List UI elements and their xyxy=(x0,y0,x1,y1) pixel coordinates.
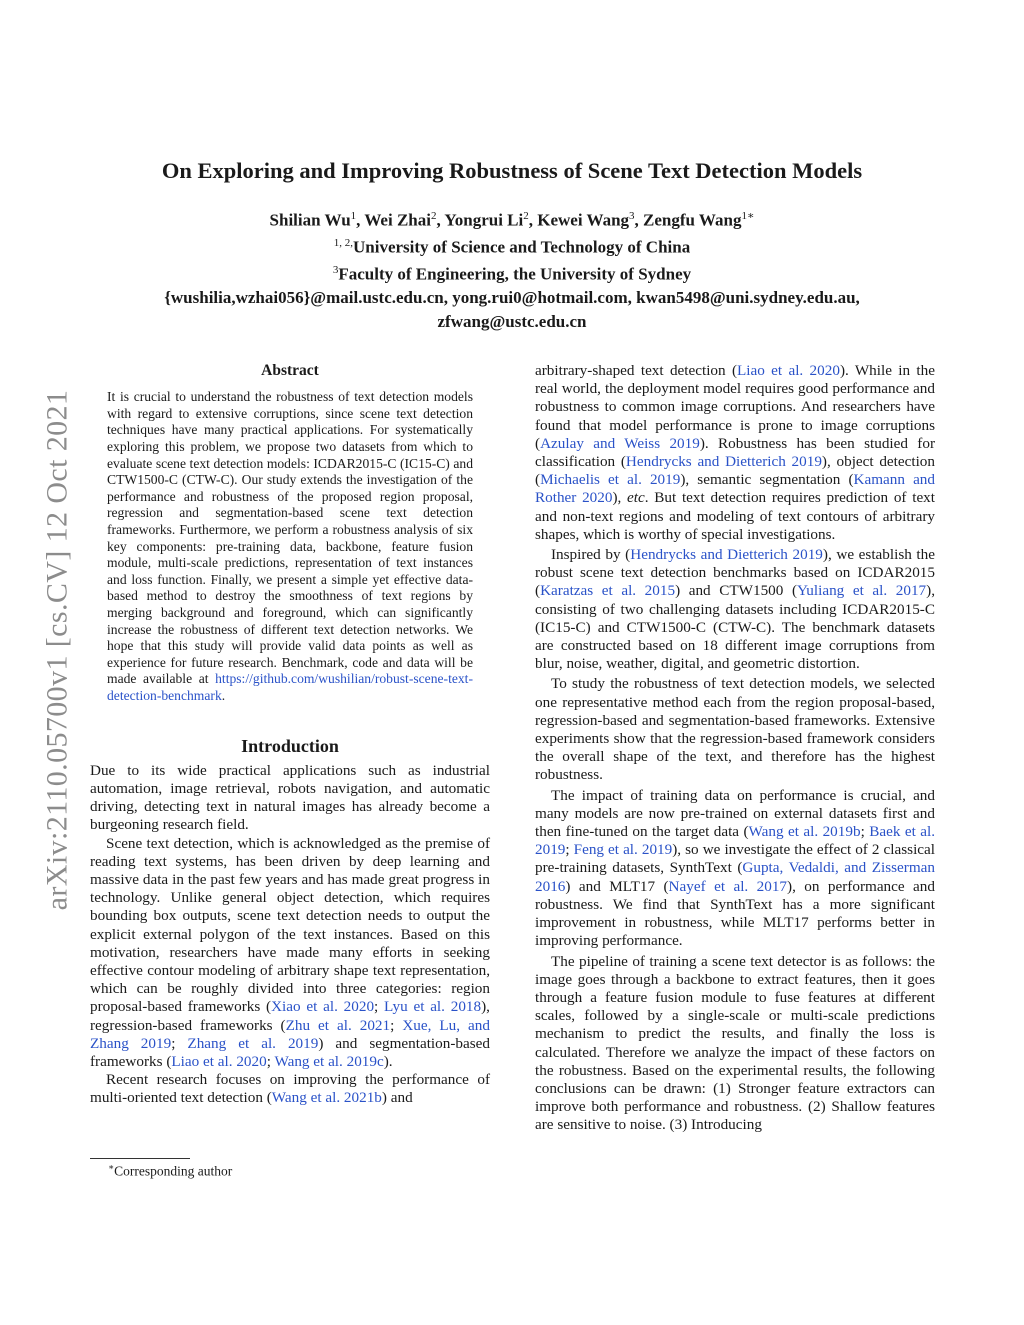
affiliation-mark: 3 xyxy=(332,264,339,277)
author-name: Kewei Wang xyxy=(537,210,630,230)
footnote xyxy=(108,1162,232,1180)
affiliation-line xyxy=(0,259,1024,286)
left-column xyxy=(90,362,490,1108)
citation-link[interactable]: Michaelis et al. 2019 xyxy=(540,471,681,489)
author-affiliation-mark: 2 xyxy=(430,210,437,222)
paragraph: The impact of training data on performance is crucial, and many models are now pre-trained on external datasets first and then fine-tuned on the target data (Wang et al. 2019b; Baek et al. 2019; Feng et al. 2019), so we investigate the effect of 2 classical pre-training datasets, SynthText (Gupta, Vedaldi, and Zisserman 2016) and MLT17 (Nayef et al. 2017), on performance and robustness. We find that SynthText has a more significant improvement in robustness, while MLT17 performs better in improving performance. xyxy=(535,786,935,950)
paragraph: To study the robustness of text detection models, we selected one representative method each from the region proposal-based, regression-based and segmentation-based frameworks. Extensive experiments show that the regression-based framework considers the overall shape of the text, and therefore has the highest robustness. xyxy=(535,675,935,784)
affiliation-name: University of Science and Technology of China xyxy=(353,237,691,257)
author-affiliation-mark: 1∗ xyxy=(741,210,755,222)
paper-title: On Exploring and Improving Robustness of Scene Text Detection Models xyxy=(161,158,863,183)
author-name: Yongrui Li xyxy=(444,210,524,230)
citation-link[interactable]: Zhu et al. 2021 xyxy=(285,1016,391,1034)
citation-link[interactable]: Liao et al. 2020 xyxy=(737,362,840,379)
author-affiliation-mark: 3 xyxy=(629,210,635,222)
author-name: Wei Zhai xyxy=(364,210,431,230)
introduction-body xyxy=(90,762,490,1108)
benchmark-link[interactable]: https://github.com/wushilian/robust-scene-text-detection-benchmark xyxy=(107,671,473,703)
citation-link[interactable]: Xue, Lu, and Zhang 2019 xyxy=(90,1016,490,1052)
abstract-heading: Abstract xyxy=(261,362,319,379)
email-line: {wushilia,wzhai056}@mail.ustc.edu.cn, yong.rui0@hotmail.com, kwan5498@uni.sydney.edu.au, xyxy=(164,288,860,308)
paragraph: Inspired by (Hendrycks and Dietterich 2019), we establish the robust scene text detection benchmarks based on ICDAR2015 (Karatzas et al. 2015) and CTW1500 (Yuliang et al. 2017), consisting of two challenging datasets including ICDAR2015-C (IC15-C) and CTW1500-C (CTW-C). The benchmark datasets are constructed based on 18 different image corruptions from blur, noise, weather, digital, and geometric distortion. xyxy=(535,546,935,673)
author-block xyxy=(0,205,1024,333)
paragraph: The pipeline of training a scene text detector is as follows: the image goes through a backbone to extract features, then it goes through a feature fusion module to fuse features at different scales, followed by a single-scale or multi-scale predictions mechanism to predict the results, and finally the loss is calculated. Therefore we analyze the impact of these factors on the robustness. Based on the experimental results, the following conclusions can be drawn: (1) Stronger feature extractors can improve both performance and robustness. (2) Shallow features are sensitive to noise. (3) Introducing xyxy=(535,952,935,1134)
citation-link[interactable]: Karatzas et al. 2015 xyxy=(540,582,676,600)
paragraph: Scene text detection, which is acknowledged as the premise of reading text systems, has been driven by deep learning and massive data in the past few years and has made great progress in technology. Unlike general object detection, which requires bounding box outputs, scene text detection needs to output the explicit external polygon of the text instances. Based on this motivation, researchers have made many efforts in seeking effective contour modeling of arbitrary shape text representation, which can be roughly divided into three categories: region proposal-based frameworks (Xiao et al. 2020; Lyu et al. 2018), regression-based frameworks (Zhu et al. 2021; Xue, Lu, and Zhang 2019; Zhang et al. 2019) and segmentation-based frameworks (Liao et al. 2020; Wang et al. 2019c). xyxy=(90,834,490,1070)
author-name: Shilian Wu xyxy=(269,210,351,230)
author-line: Shilian Wu$^1$, Wei Zhai$^2$, Yongrui Li$^2$, Kewei Wang$^3$, Zengfu Wang$^{1∗}$ xyxy=(269,210,755,230)
author-name: Zengfu Wang xyxy=(643,210,742,230)
footnote-mark: ∗ xyxy=(108,1162,115,1172)
citation-link[interactable]: Wang et al. 2021b xyxy=(271,1089,382,1107)
citation-link[interactable]: Azulay and Weiss 2019 xyxy=(540,434,700,452)
affiliation-mark: 1, 2, xyxy=(333,237,354,250)
footnote-divider xyxy=(90,1158,190,1159)
citation-link[interactable]: Wang et al. 2019c xyxy=(274,1052,384,1070)
paragraph: arbitrary-shaped text detection (Liao et al. 2020). While in the real world, the deployment model requires good performance and robustness to common image corruptions. And researchers have found that model performance is prone to image corruptions (Azulay and Weiss 2019). Robustness has been studied for classification (Hendrycks and Dietterich 2019), object detection (Michaelis et al. 2019), semantic segmentation (Kamann and Rother 2020), etc. But text detection requires prediction of text and non-text regions and modeling of text contours of arbitrary shapes, which is worthy of special investigations. xyxy=(535,362,935,543)
paragraph: Recent research focuses on improving the performance of multi-oriented text detection (Wang et al. 2021b) and xyxy=(90,1071,490,1107)
paragraph: Due to its wide practical applications such as industrial automation, image retrieval, robots navigation, and automatic driving, detecting text in natural images has already become a burgeoning research field. xyxy=(90,761,490,834)
citation-link[interactable]: Gupta, Vedaldi, and Zisserman 2016 xyxy=(535,859,935,895)
citation-link[interactable]: Xiao et al. 2020 xyxy=(271,998,375,1016)
citation-link[interactable]: Baek et al. 2019 xyxy=(535,823,935,859)
abstract-body: It is crucial to understand the robustness of text detection models with regard to extensive corruptions, since scene text detection techniques have many practical applications. For systematically exploring this problem, we propose two datasets from which to evaluate scene text detection models: ICDAR2015-C (IC15-C) and CTW1500-C (CTW-C). Our study extends the investigation of the performance and robustness of the proposed region proposal, regression and segmentation-based scene text detection frameworks. Furthermore, we perform a robustness analysis of six key components: pre-training data, backbone, feature fusion module, multi-scale predictions, representation of text instances and loss function. Finally, we present a simple yet effective data-based method to destroy the smoothness of text regions by merging background and foreground, which can significantly increase the robustness of different text detection networks. We hope that this study will provide valid data points as well as experience for future research. Benchmark, code and data will be made available at https://github.com/wushilian/robust-scene-text-detection-benchmark. xyxy=(107,389,473,703)
author-affiliation-mark: 1 xyxy=(350,210,357,222)
citation-link[interactable]: Nayef et al. 2017 xyxy=(668,877,788,895)
affiliation-name: Faculty of Engineering, the University of Sydney xyxy=(338,264,692,284)
footnote-text: Corresponding author xyxy=(114,1163,233,1179)
citation-link[interactable]: Wang et al. 2019b xyxy=(748,823,861,841)
citation-link[interactable]: Hendrycks and Dietterich 2019 xyxy=(630,546,823,564)
abstract-text: It is crucial to understand the robustness of text detection models with regard to extensive corruptions, since scene text detection techniques have many practical applications. For systematically exploring this problem, we propose two datasets from which to evaluate scene text detection models: ICDAR2015-C (IC15-C) and CTW1500-C (CTW-C). Our study extends the investigation of the performance and robustness of the proposed region proposal, regression and segmentation-based scene text detection frameworks. Furthermore, we perform a robustness analysis of six key components: pre-training data, backbone, feature fusion module, multi-scale predictions, representation of text instances and loss function. Finally, we present a simple yet effective data-based method to destroy the smoothness of text regions by merging background and foreground, which can significantly increase the robustness of different text detection networks. We hope that this study will provide valid data points as well as experience for future research. Benchmark, code and data will be made available at xyxy=(107,389,473,687)
author-affiliation-mark: 2 xyxy=(523,210,529,222)
citation-link[interactable]: Lyu et al. 2018 xyxy=(384,998,482,1016)
introduction-heading: Introduction xyxy=(241,736,339,757)
citation-link[interactable]: Liao et al. 2020 xyxy=(171,1052,267,1070)
citation-link[interactable]: Zhang et al. 2019 xyxy=(187,1034,319,1052)
right-column xyxy=(535,362,935,1135)
affiliation-line xyxy=(0,232,1024,259)
arxiv-identifier xyxy=(34,340,80,960)
email-line: zfwang@ustc.edu.cn xyxy=(437,311,587,331)
citation-link[interactable]: Hendrycks and Dietterich 2019 xyxy=(625,453,822,471)
citation-link[interactable]: Feng et al. 2019 xyxy=(573,841,673,859)
arxiv-identifier-text: arXiv:2110.05700v1 [cs.CV] 12 Oct 2021 xyxy=(40,389,74,911)
citation-link[interactable]: Kamann and Rother 2020 xyxy=(535,471,935,507)
citation-link[interactable]: Yuliang et al. 2017 xyxy=(797,582,927,600)
